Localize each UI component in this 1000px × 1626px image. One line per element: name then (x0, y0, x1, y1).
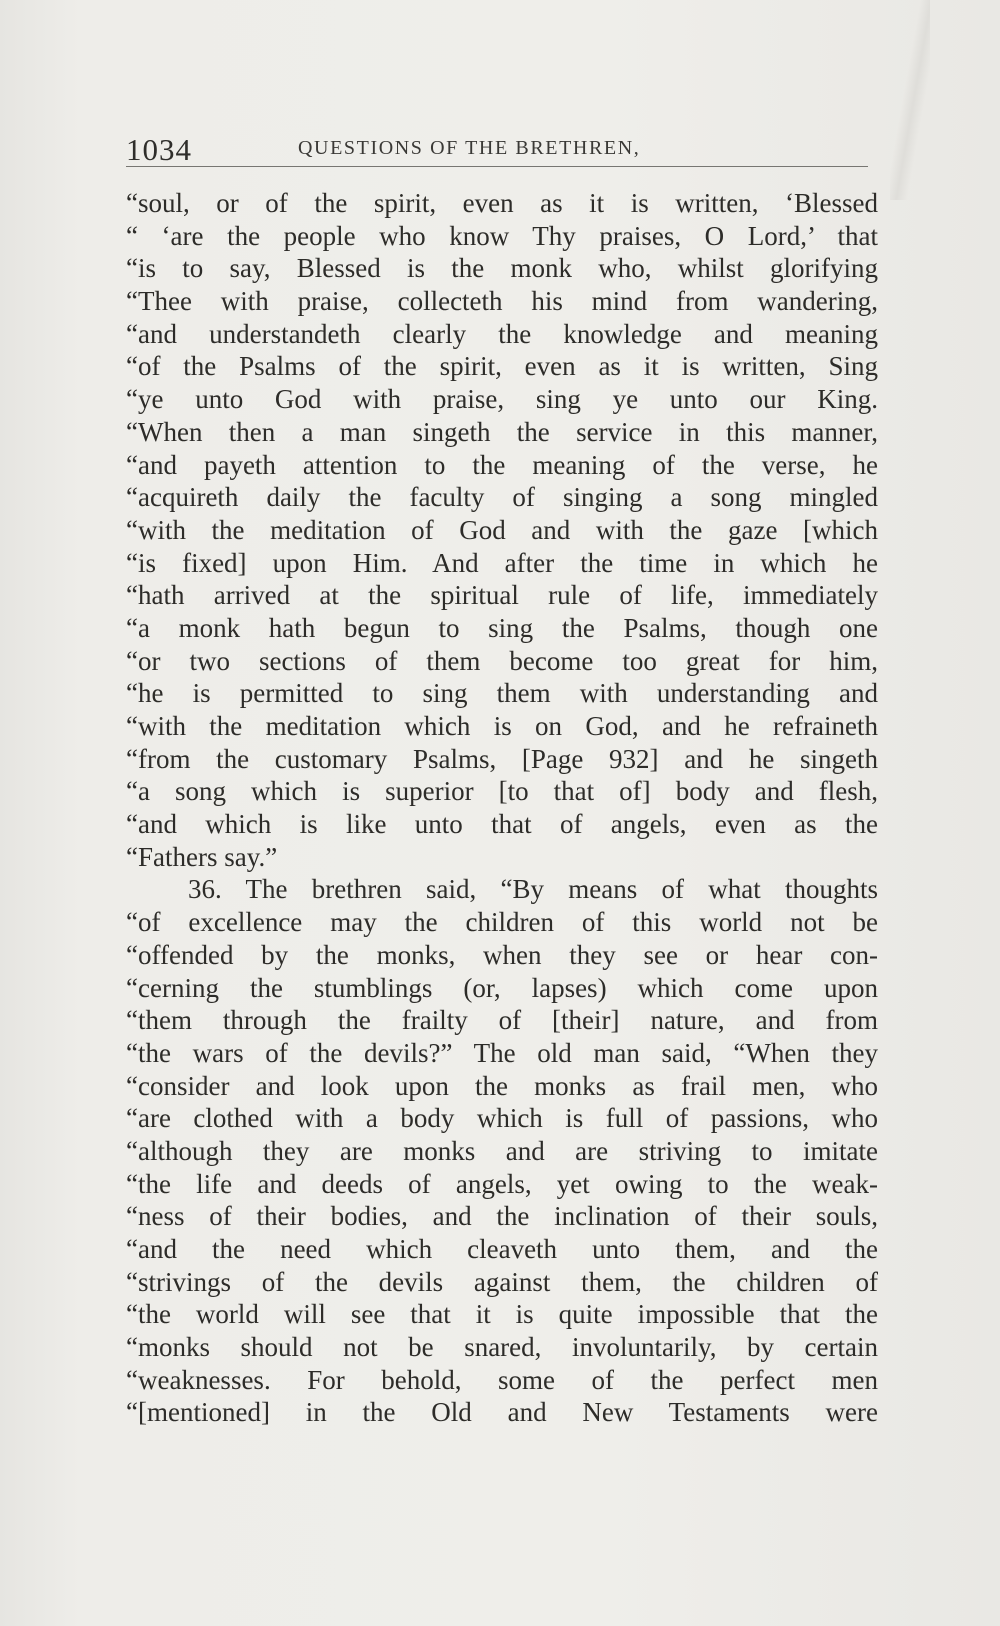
text-line: “with the meditation which is on God, and he refraineth (126, 711, 878, 741)
text-line: “ ‘are the people who know Thy praises, O Lord,’ that (126, 220, 878, 251)
text-line: “ness of their bodies, and the inclination of their souls, (126, 1201, 878, 1232)
text-line: “the world will see that it is quite impossible that the (126, 1299, 878, 1330)
text-line: “monks should not be snared, involuntarily, by certain (126, 1332, 878, 1363)
body-text (126, 187, 878, 1429)
text-line: “and the need which cleaveth unto them, and the (126, 1234, 878, 1264)
text-line: “offended by the monks, when they see or hear con- (126, 939, 878, 970)
text-line: “of excellence may the children of this world not be (126, 907, 878, 938)
text-line: “acquireth daily the faculty of singing a song mingled (126, 482, 878, 513)
text-line-paragraph-start: 36. The brethren said, “By means of what thoughts (188, 874, 878, 905)
text-line: “the life and deeds of angels, yet owing to the weak- (126, 1168, 878, 1199)
text-line: “although they are monks and are striving to imitate (126, 1135, 878, 1166)
text-line: “strivings of the devils against them, the children of (126, 1266, 878, 1297)
text-line: “from the customary Psalms, [Page 932] and he singeth (126, 743, 878, 774)
text-line: “Thee with praise, collecteth his mind from wandering, (126, 286, 878, 317)
text-line: “with the meditation of God and with the gaze [which (126, 514, 878, 545)
text-line: “of the Psalms of the spirit, even as it is written, Sing (126, 351, 878, 382)
text-line: “weaknesses. For behold, some of the perfect men (126, 1364, 878, 1395)
page-crease (890, 0, 930, 200)
text-line: “the wars of the devils?” The old man said, “When they (126, 1037, 878, 1068)
text-line: “and which is like unto that of angels, even as the (126, 809, 878, 840)
text-line: “soul, or of the spirit, even as it is written, ‘Blessed (126, 188, 878, 218)
text-line: “and understandeth clearly the knowledge and meaning (126, 318, 878, 349)
text-line: “a song which is superior [to that of] body and flesh, (126, 776, 878, 807)
text-line: “is to say, Blessed is the monk who, whilst glorifying (126, 253, 878, 284)
text-line: “a monk hath begun to sing the Psalms, though one (126, 612, 878, 643)
page-number: 1034 (126, 132, 192, 167)
running-title: QUESTIONS OF THE BRETHREN, (298, 137, 641, 159)
text-line: “consider and look upon the monks as frail men, who (126, 1070, 878, 1101)
text-line: “When then a man singeth the service in this manner, (126, 416, 878, 447)
text-line: “are clothed with a body which is full of passions, who (126, 1103, 878, 1134)
text-line: “hath arrived at the spiritual rule of life, immediately (126, 580, 878, 611)
text-line: “he is permitted to sing them with understanding and (126, 678, 878, 709)
text-line: “them through the frailty of [their] nature, and from (126, 1005, 878, 1036)
text-line: “ye unto God with praise, sing ye unto our King. (126, 384, 878, 415)
text-line-paragraph-end: “Fathers say.” (126, 841, 278, 872)
running-head (126, 130, 868, 170)
text-line: “cerning the stumblings (or, lapses) which come upon (126, 972, 878, 1003)
text-line: “[mentioned] in the Old and New Testaments were (126, 1397, 878, 1428)
text-line: “and payeth attention to the meaning of the verse, he (126, 449, 878, 480)
header-rule (126, 166, 868, 167)
text-line: “or two sections of them become too great for him, (126, 645, 878, 676)
text-line: “is fixed] upon Him. And after the time in which he (126, 547, 878, 578)
